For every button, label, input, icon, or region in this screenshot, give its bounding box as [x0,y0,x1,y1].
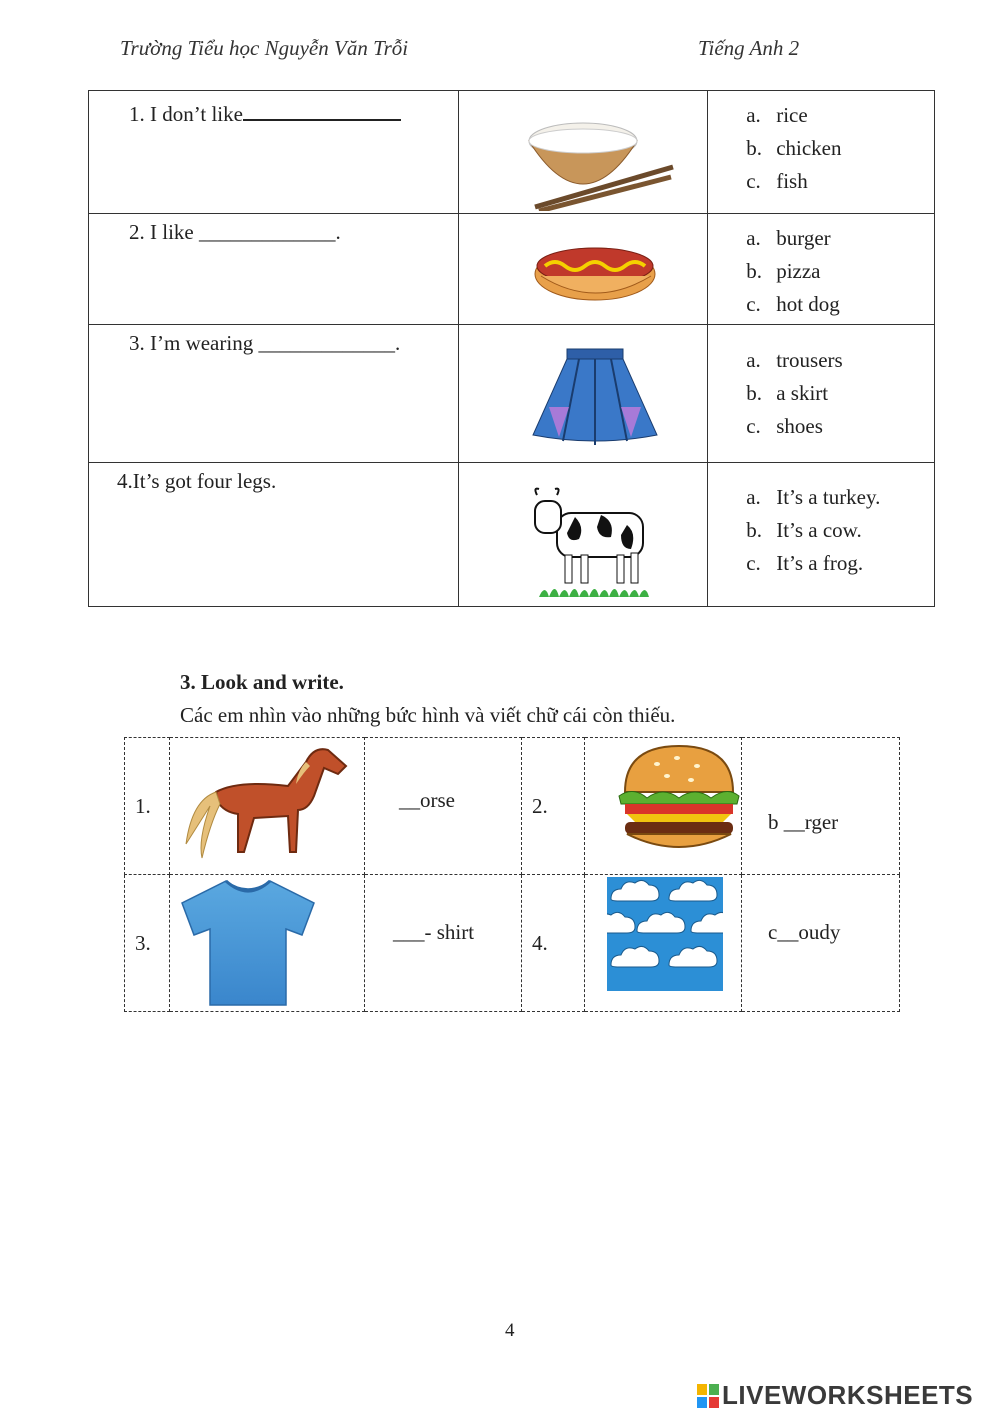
question-cell [89,214,459,325]
option-a[interactable]: a. burger [746,226,831,250]
options-cell [708,214,935,325]
table-row [89,91,935,214]
table-row [125,738,900,875]
picture-cell [170,875,365,1012]
word-cell [365,875,522,1012]
options-cell [708,463,935,607]
table-row [89,214,935,325]
subject-name: Tiếng Anh 2 [698,36,800,60]
page-number: 4 [505,1320,515,1341]
question-cell [89,91,459,214]
section-subtitle: Các em nhìn vào những bức hình và viết chữ cái còn thiếu. [180,703,676,727]
cow-icon [531,485,661,601]
picture-cell [585,875,742,1012]
option-b[interactable]: b. It’s a cow. [746,518,862,542]
option-a[interactable]: a. It’s a turkey. [746,485,881,509]
picture-cell [458,463,708,607]
question-cell [89,463,459,607]
option-b[interactable]: b. a skirt [746,381,829,405]
picture-cell [585,738,742,875]
picture-cell [458,91,708,214]
school-name: Trường Tiểu học Nguyễn Văn Trỗi [120,36,409,60]
option-c[interactable]: c. It’s a frog. [746,551,864,575]
liveworksheets-logo-text: LIVEWORKSHEETS [722,1380,974,1410]
rice-bowl-icon [525,107,675,211]
option-c[interactable]: c. fish [746,169,808,193]
options-cell [708,91,935,214]
picture-cell [458,325,708,463]
option-a[interactable]: a. trousers [746,348,843,372]
exercise3-table [124,737,900,1012]
liveworksheets-logo[interactable] [697,1380,973,1411]
missing-letter-word[interactable]: c__oudy [768,920,841,944]
answer-blank[interactable] [243,97,401,121]
picture-cell [458,214,708,325]
horse-icon [178,740,348,872]
missing-letter-word[interactable]: b __rger [768,810,839,834]
missing-letter-word[interactable]: ___- shirt [393,920,475,944]
section-title: 3. Look and write. [180,670,344,694]
option-b[interactable]: b. chicken [746,136,842,160]
word-cell [742,875,900,1012]
item-number: 3. [125,875,170,1012]
t-shirt-icon [178,877,318,1009]
exercise2-table [88,90,935,607]
question-text: 1. I don’t like [129,102,243,126]
option-b[interactable]: b. pizza [746,259,821,283]
clouds-icon [607,877,723,991]
option-c[interactable]: c. hot dog [746,292,840,316]
skirt-icon [529,347,661,447]
word-cell [742,738,900,875]
missing-letter-word[interactable]: __orse [399,788,455,812]
word-cell [365,738,522,875]
hot-dog-icon [533,232,659,310]
table-row [125,875,900,1012]
liveworksheets-logo-icon [697,1384,719,1408]
picture-cell [170,738,365,875]
question-text: 4.It’s got four legs. [117,469,277,493]
option-c[interactable]: c. shoes [746,414,823,438]
option-a[interactable]: a. rice [746,103,808,127]
question-text: 2. I like _____________. [129,220,341,244]
burger-icon [617,742,741,854]
options-cell [708,325,935,463]
table-row [89,463,935,607]
question-text: 3. I’m wearing _____________. [129,331,401,355]
item-number: 4. [522,875,585,1012]
item-number: 2. [522,738,585,875]
table-row [89,325,935,463]
question-cell [89,325,459,463]
item-number: 1. [125,738,170,875]
